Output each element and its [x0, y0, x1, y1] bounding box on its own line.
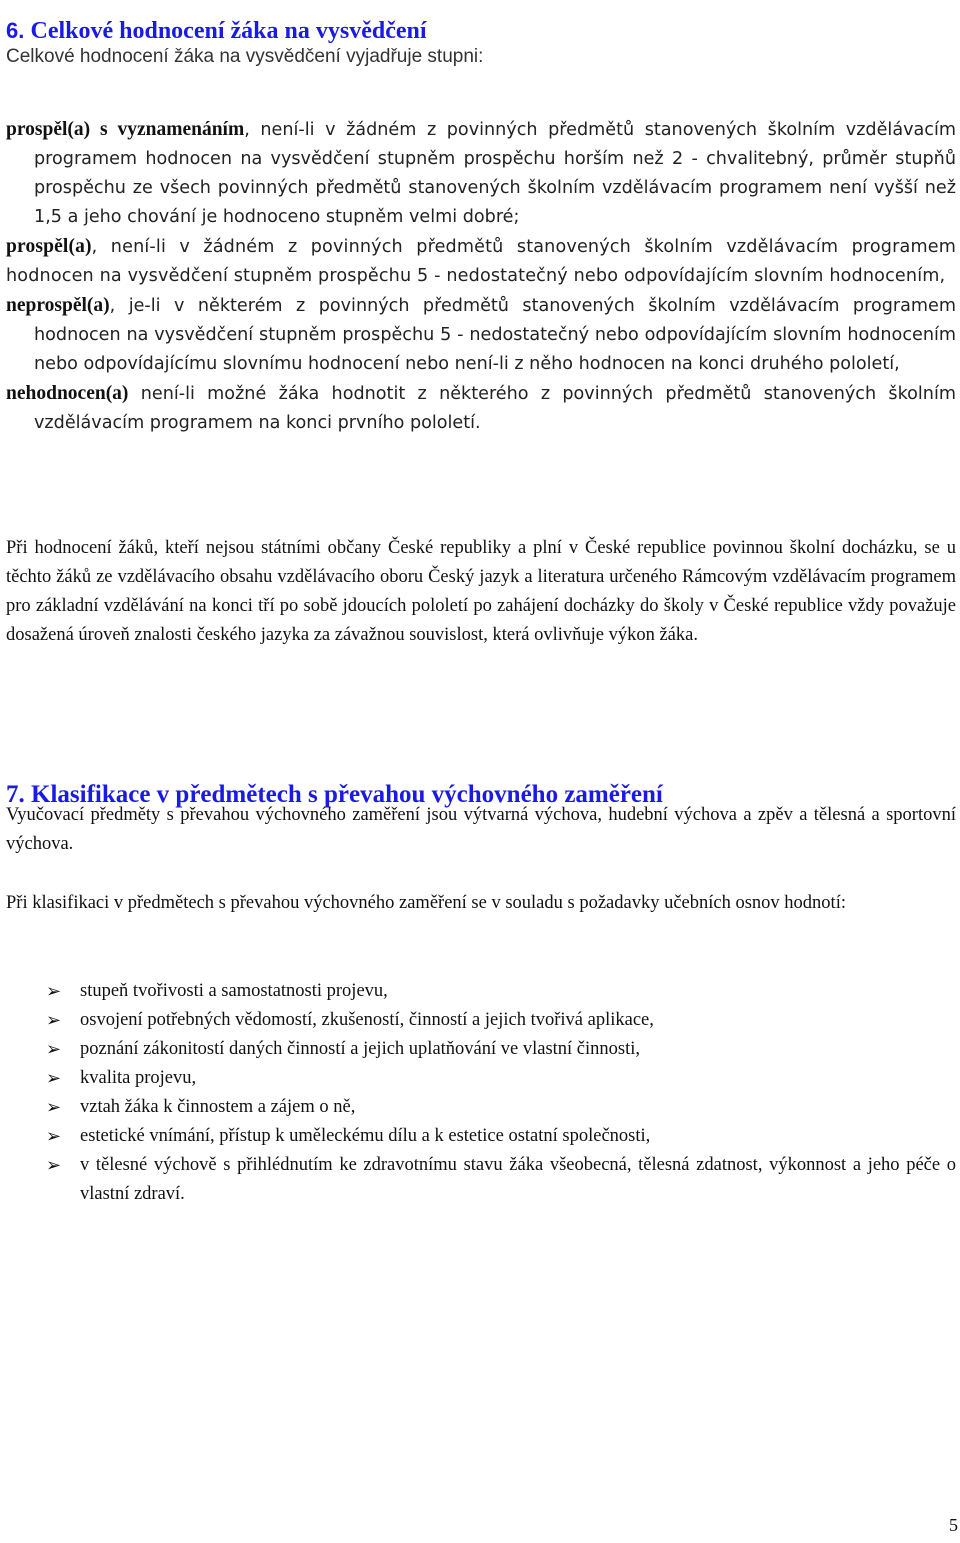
list-item: ➢ poznání zákonitostí daných činností a jejich uplatňování ve vlastní činnosti,: [6, 1035, 956, 1064]
definition-term: prospěl(a) s vyznamenáním: [6, 119, 245, 140]
definition-text: , je-li v některém z povinných předmětů stanovených školním vzdělávacím programem hodnocen na vysvědčení stupněm prospěchu 5 - nedostatečný nebo odpovídajícím slovním hodnocením nebo odpovídajícímu slovnímu hodnocení nebo není-li z něho hodnocen na konci druhého pololetí,: [34, 296, 956, 374]
section-7-paragraph-2: Při klasifikaci v předmětech s převahou výchovného zaměření se v souladu s požadavky učebních osnov hodnotí:: [6, 893, 846, 913]
criteria-list: [6, 977, 956, 1209]
list-item: ➢ v tělesné výchově s přihlédnutím ke zdravotnímu stavu žáka všeobecná, tělesná zdatnost, výkonnost a jeho péče o vlastní zdraví.: [6, 1151, 956, 1209]
definition-term: prospěl(a): [6, 236, 92, 257]
arrowhead-bullet-icon: ➢: [46, 1068, 62, 1089]
definition-text: není-li možné žáka hodnotit z některého z povinných předmětů stanovených školním vzdělávacím programem na konci prvního pololetí.: [34, 384, 956, 433]
arrowhead-bullet-icon: ➢: [46, 1010, 62, 1031]
page-number: 5: [949, 1515, 958, 1535]
section-6-number: 6.: [6, 17, 25, 43]
arrowhead-bullet-icon: ➢: [46, 1126, 62, 1147]
section-6-paragraph: Při hodnocení žáků, kteří nejsou státními občany České republiky a plní v České republice povinnou školní docházku, se u těchto žáků ze vzdělávacího obsahu vzdělávacího oboru Český jazyk a literatura určeného Rámcovým vzdělávacím programem pro základní vzdělávání na konci tří po sobě jdoucích pololetí po zahájení docházky do školy v České republice vždy považuje dosažená úroveň znalosti českého jazyka za závažnou souvislost, která ovlivňuje výkon žáka.: [6, 538, 956, 645]
definition-item-vyznamenani: [6, 115, 956, 232]
section-6-title: Celkové hodnocení žáka na vysvědčení: [30, 17, 427, 44]
arrowhead-bullet-icon: ➢: [46, 1155, 62, 1176]
definition-term: nehodnocen(a): [6, 383, 129, 404]
list-item: ➢ osvojení potřebných vědomostí, zkušeností, činností a jejich tvořivá aplikace,: [6, 1006, 956, 1035]
section-7-number: 7.: [6, 780, 25, 808]
section-6-intro: Celkové hodnocení žáka na vysvědčení vyjadřuje stupni:: [6, 46, 484, 67]
section-7-paragraph-1: Vyučovací předměty s převahou výchovného zaměření jsou výtvarná výchova, hudební výchova a zpěv a tělesná a sportovní výchova.: [6, 805, 956, 854]
list-item: ➢ vztah žáka k činnostem a zájem o ně,: [6, 1093, 956, 1122]
arrowhead-bullet-icon: ➢: [46, 981, 62, 1002]
list-item: ➢ estetické vnímání, přístup k uměleckému dílu a k estetice ostatní společnosti,: [6, 1122, 956, 1151]
arrowhead-bullet-icon: ➢: [46, 1097, 62, 1118]
definition-text: , není-li v žádném z povinných předmětů stanovených školním vzdělávacím programem hodnocen na vysvědčení stupněm prospěchu 5 - nedostatečný nebo odpovídajícím slovním hodnocením,: [6, 237, 956, 286]
definition-item-nehodnocen: [6, 379, 956, 438]
definition-term: neprospěl(a): [6, 295, 110, 316]
section-7-title: Klasifikace v předmětech s převahou výchovného zaměření: [31, 780, 663, 808]
definition-item-neprospel: [6, 291, 956, 379]
definition-item-prospel: [6, 232, 956, 291]
list-item: ➢ kvalita projevu,: [6, 1064, 956, 1093]
definition-text: , není-li v žádném z povinných předmětů stanovených školním vzdělávacím programem hodnocen na vysvědčení stupněm prospěchu horším než 2 - chvalitebný, průměr stupňů prospěchu ze všech povinných předmětů stanovených školním vzdělávacím programem není vyšší než 1,5 a jeho chování je hodnoceno stupněm velmi dobré;: [34, 120, 956, 227]
definition-list: [6, 115, 956, 438]
list-item: ➢ stupeň tvořivosti a samostatnosti projevu,: [6, 977, 956, 1006]
arrowhead-bullet-icon: ➢: [46, 1039, 62, 1060]
